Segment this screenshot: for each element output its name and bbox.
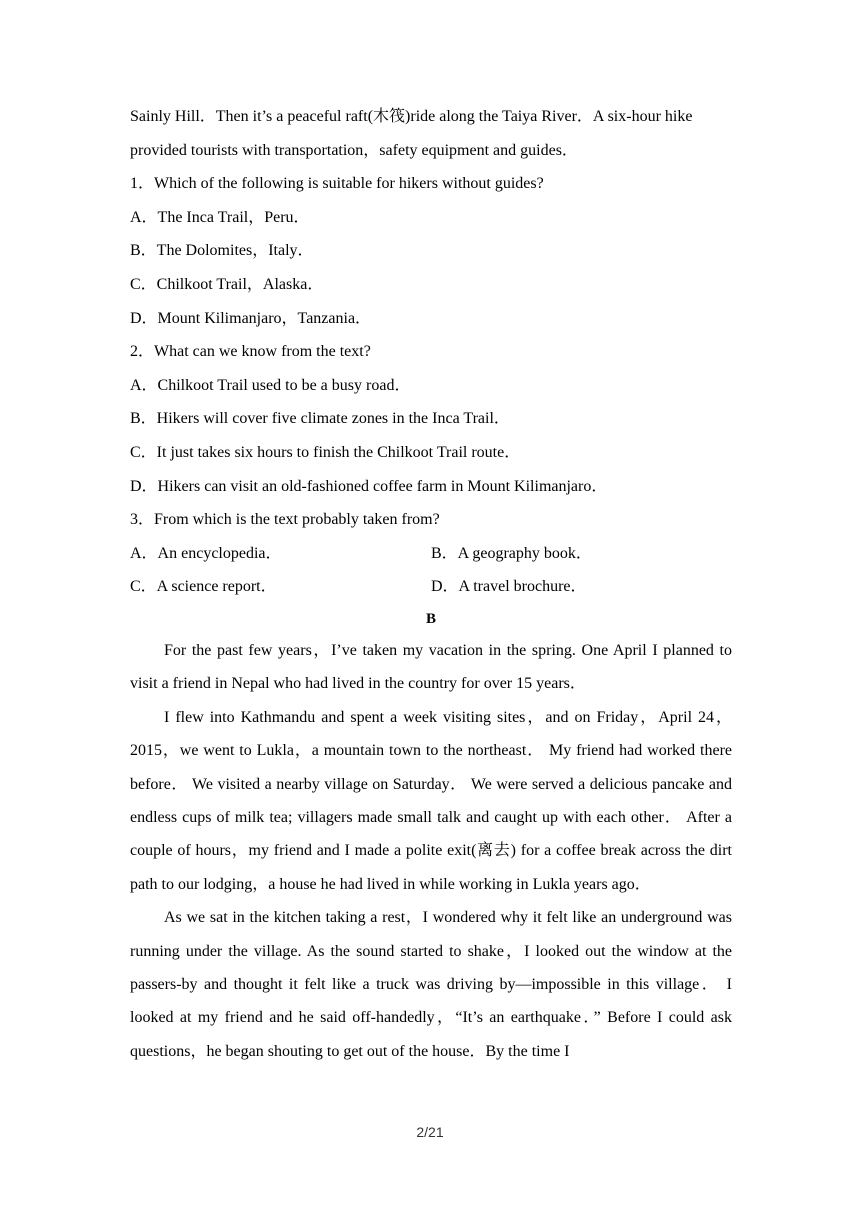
- options-row-1: [130, 537, 732, 571]
- option-a: A．The Inca Trail，Peru．: [130, 208, 310, 226]
- option-c: C．Chilkoot Trail，Alaska．: [130, 275, 324, 293]
- question-1: [130, 167, 732, 335]
- option-d: D．Hikers can visit an old-fashioned coffee farm in Mount Kilimanjaro．: [130, 477, 608, 495]
- options-row-2: [130, 570, 732, 604]
- section-heading: B: [425, 610, 436, 627]
- page-number: 2/21: [416, 1124, 444, 1140]
- question-3: [130, 503, 732, 604]
- option-c: C．It just takes six hours to finish the Chilkoot Trail route．: [130, 443, 521, 461]
- option-b: B．The Dolomites，Italy．: [130, 242, 314, 260]
- paragraph-2: I flew into Kathmandu and spent a week visiting sites，and on Friday，April 24，2015，we went to Lukla，a mountain town to the northeast． My friend had worked there before． We visited a nearby village on Saturday． We were served a delicious pancake and endless cups of milk tea; villagers made small talk and caught up with each other． After a couple of hours，my friend and I made a polite exit(离去) for a coffee break across the dirt path to our lodging，a house he had lived in while working in Lukla years ago．: [130, 708, 732, 893]
- question-stem: 2．What can we know from the text?: [130, 343, 371, 361]
- option-a: A．An encyclopedia．: [130, 544, 282, 562]
- option-d: D．A travel brochure．: [431, 578, 587, 596]
- option-d: D．Mount Kilimanjaro，Tanzania．: [130, 309, 372, 327]
- option-c: C．A science report．: [130, 578, 277, 596]
- question-stem: 1．Which of the following is suitable for hikers without guides?: [130, 175, 544, 193]
- document-page: [130, 100, 732, 1068]
- option-b: B．A geography book．: [431, 544, 592, 562]
- question-2: [130, 335, 732, 503]
- passage-a-line-2: provided tourists with transportation，safety equipment and guides．: [130, 141, 578, 159]
- paragraph-1: For the past few years，I’ve taken my vacation in the spring. One April I planned to visit a friend in Nepal who had lived in the country for over 15 years．: [130, 641, 732, 693]
- paragraph-3: As we sat in the kitchen taking a rest，I wondered why it felt like an underground was running under the village. As the sound started to shake，I looked out the window at the passers-by and thought it felt like a truck was driving by—impossible in this village． I looked at my friend and he said off-handedly，“It’s an earthquake．” Before I could ask questions，he began shouting to get out of the house．By the time I: [130, 909, 733, 1060]
- question-stem: 3．From which is the text probably taken from?: [130, 511, 440, 529]
- option-a: A．Chilkoot Trail used to be a busy road．: [130, 376, 411, 394]
- option-b: B．Hikers will cover five climate zones in the Inca Trail．: [130, 410, 510, 428]
- passage-a-line-1: Sainly Hill．Then it’s a peaceful raft(木筏)ride along the Taiya River．A six-hour hike: [130, 108, 693, 125]
